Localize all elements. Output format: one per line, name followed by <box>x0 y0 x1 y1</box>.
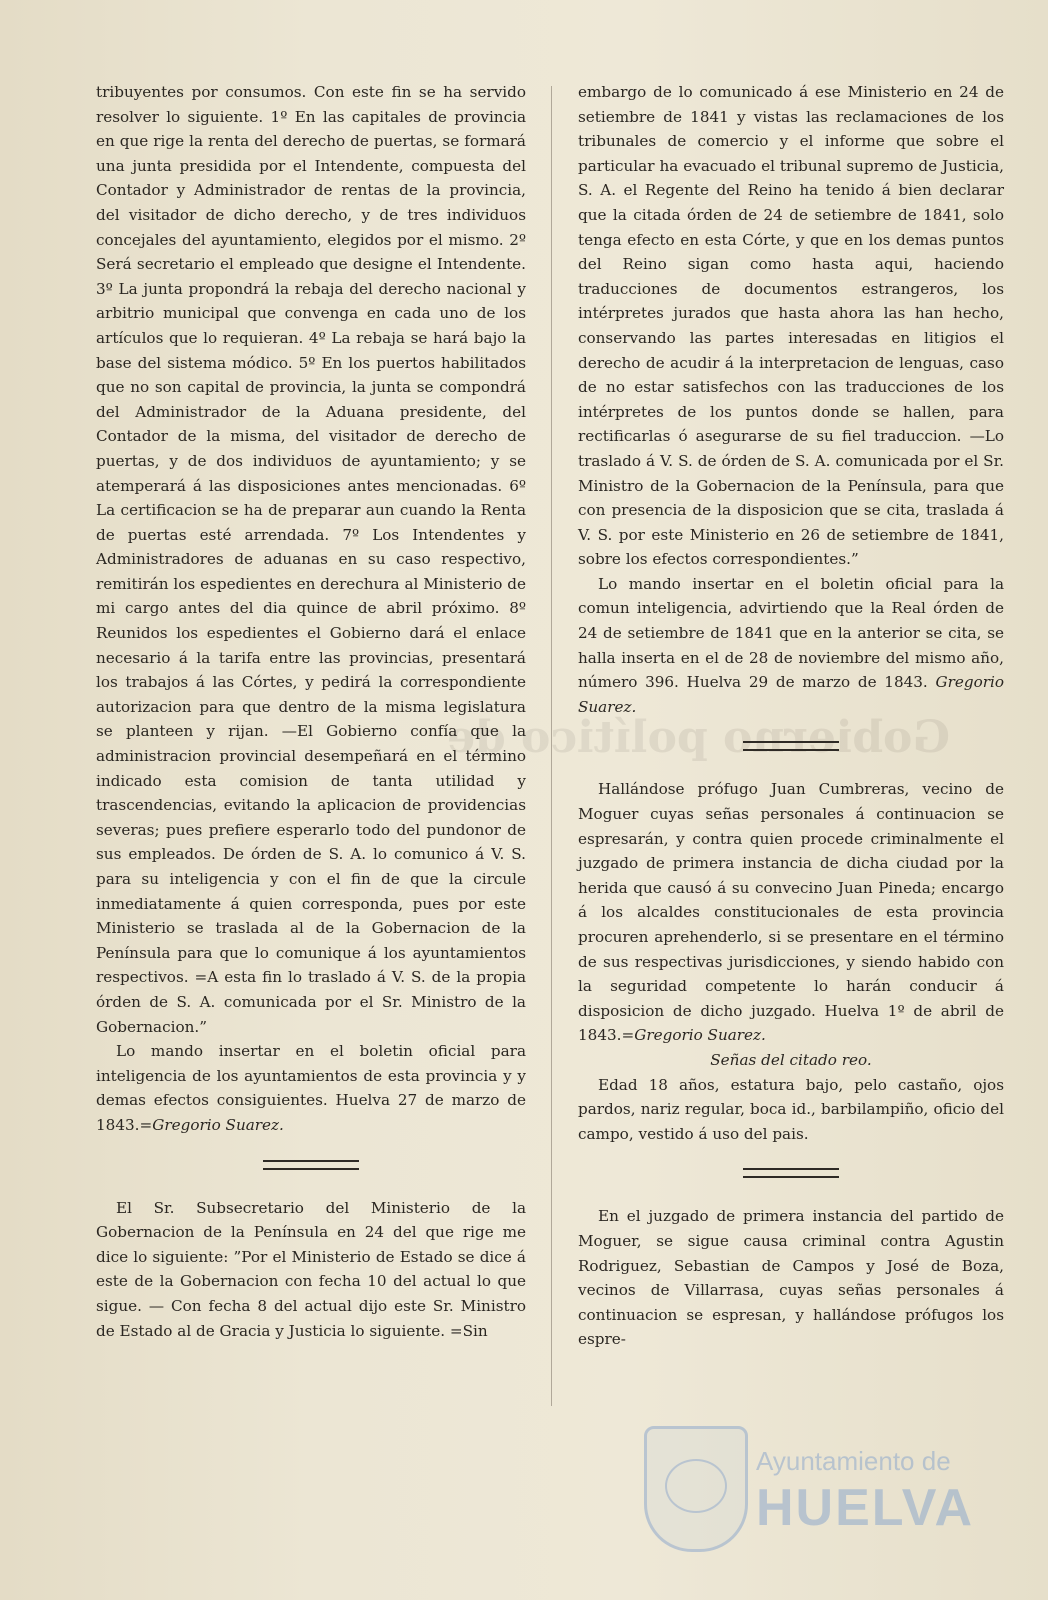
right-signature-2: Gregorio Suarez. <box>634 1026 766 1045</box>
right-paragraph-2-text: Lo mando insertar en el boletin oficial para la comun inteligencia, advirtiendo que la Real órden de 24 de setiembre de 1841 que en la anterior se cita, se halla inserta en el de 28 de noviembre del mismo año, número 396. Huelva 29 de marzo de 1843. <box>578 574 1004 692</box>
right-paragraph-5: En el juzgado de primera instancia del partido de Moguer, se sigue causa criminal contra Agustin Rodriguez, Sebastian de Campos y José de Boza, vecinos de Villarrasa, cuyas señas personales á continuacion se espresan, y hallándose prófugos los espre- <box>578 1207 1004 1349</box>
left-paragraph-2-text: Lo mando insertar en el boletin oficial para inteligencia de los ayuntamientos de esta provincia y y demas efectos consiguientes. Huelva 27 de marzo de 1843.= <box>96 1042 526 1134</box>
section-divider <box>263 1160 359 1170</box>
show-through-text: Gobierno político de <box>446 712 950 763</box>
coat-of-arms-icon <box>644 1426 748 1552</box>
section-caption: Señas del citado reo. <box>710 1050 872 1069</box>
right-paragraph-2 <box>578 572 1004 720</box>
right-signature-1: Gregorio Suarez. <box>578 673 1004 716</box>
right-column <box>446 80 1004 1352</box>
left-paragraph-1: tribuyentes por consumos. Con este fin se ha servido resolver lo siguiente. 1º En las capitales de provincia en que rige la renta del derecho de puertas, se formará una junta presidida por el Intendente, compuesta del Contador y Administrador de rentas de la provincia, del visitador de dicho derecho, y de tres individuos concejales del ayuntamiento, elegidos por el mismo. 2º Será secretario el empleado que designe el Intendente. 3º La junta propondrá la rebaja del derecho nacional y arbitrio municipal que convenga en cada uno de los artículos que lo requieran. 4º La rebaja se hará bajo la base del sistema módico. 5º En los puertos habilitados que no son capital de provincia, la junta se compondrá del Administrador de la Aduana presidente, del Contador de la misma, del visitador de derecho de puertas, y de dos individuos de ayuntamiento; y se atemperará á las disposiciones antes mencionadas. 6º La certificacion se ha de preparar aun cuando la Renta de puertas esté arrendada. 7º Los Intendentes y Administradores de aduanas en su caso respectivo, remitirán los espedientes en derechura al Ministerio de mi cargo antes del dia quince de abril próximo. 8º Reunidos los espedientes el Gobierno dará el enlace necesario á la tarifa entre las provincias, presentará los trabajos á las Córtes, y pedirá la correspondiente autorizacion para que dentro de la misma legislatura se planteen y rijan. —El Gobierno confía que la administracion provincial desempeñará en el término indicado esta comision de tanta utilidad y trascendencias, evitando la aplicacion de providencias severas; pues prefiere esperarlo todo del pundonor de sus empleados. De órden de S. A. lo comunico á V. S. para su inteligencia y con el fin de que la circule inmediatamente á quien corresponda, pues por este Ministerio se traslada al de la Gobernacion de la Península para que lo comunique á los ayuntamientos respectivos. =A esta fin lo traslado á V. S. de la propia órden de S. A. comunicada por el Sr. Ministro de la Gobernacion.” <box>96 83 526 1036</box>
section-divider <box>743 1168 839 1178</box>
watermark-line-1: Ayuntamiento de <box>756 1446 951 1476</box>
column-divider <box>551 86 552 1406</box>
right-paragraph-3-text: Hallándose prófugo Juan Cumbreras, vecino de Moguer cuyas señas personales á continuacion se espresarán, y contra quien procede criminalmente el juzgado de primera instancia de dicha ciudad por la herida que causó á su convecino Juan Pineda; encargo á los alcaldes constitucionales de esta provincia procuren aprehenderlo, si se presentare en el término de sus respectivas jurisdicciones, y siendo habido con la seguridad competente lo harán conducir á disposicion de dicho juzgado. Huelva 1º de abril de 1843.= <box>578 780 1004 1045</box>
right-paragraph-3 <box>578 777 1004 1048</box>
left-paragraph-2 <box>96 1039 526 1137</box>
watermark-logo <box>628 1416 988 1566</box>
section-divider <box>743 741 839 751</box>
left-signature: Gregorio Suarez. <box>152 1115 284 1134</box>
watermark-line-2: HUELVA <box>756 1479 975 1537</box>
right-paragraph-4: Edad 18 años, estatura bajo, pelo castaño, ojos pardos, nariz regular, boca id., barbilampiño, oficio del campo, vestido á uso del pais. <box>578 1075 1004 1143</box>
left-column <box>96 80 526 1343</box>
right-paragraph-1: embargo de lo comunicado á ese Ministerio en 24 de setiembre de 1841 y vistas las reclamaciones de los tribunales de comercio y el informe que sobre el particular ha evacuado el tribunal supremo de Justicia, S. A. el Regente del Reino ha tenido á bien declarar que la citada órden de 24 de setiembre de 1841, solo tenga efecto en esta Córte, y que en los demas puntos del Reino sigan como hasta aqui, haciendo traducciones de documentos estrangeros, los intérpretes jurados que hasta ahora las han hecho, conservando las partes interesadas en litigios el derecho de acudir á la interpretacion de lenguas, caso de no estar satisfechos con las traducciones de los intérpretes de los puntos donde se hallen, para rectificarlas ó asegurarse de su fiel traduccion. —Lo traslado á V. S. de órden de S. A. comunicada por el Sr. Ministro de la Gobernacion de la Península, para que con presencia de la disposicion que se cita, traslada á V. S. por este Ministerio en 26 de setiembre de 1841, sobre los efectos correspondientes.” <box>578 83 1004 569</box>
left-paragraph-3: El Sr. Subsecretario del Ministerio de la Gobernacion de la Península en 24 del que rige me dice lo siguiente: ”Por el Ministerio de Estado se dice á este de la Gobernacion con fecha 10 del actual lo que sigue. — Con fecha 8 del actual dijo este Sr. Ministro de Estado al de Gracia y Justicia lo siguiente. =Sin <box>96 1198 526 1340</box>
